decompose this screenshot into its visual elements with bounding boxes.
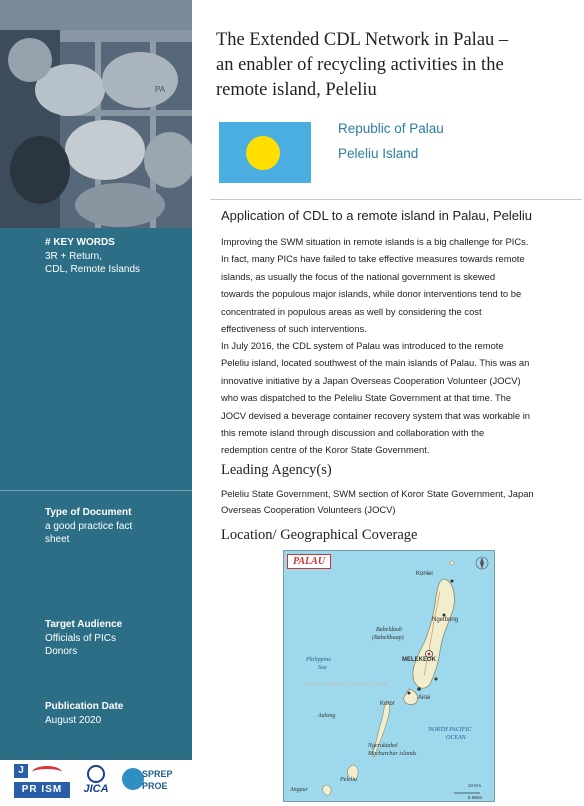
palau-map-graphic <box>284 551 495 802</box>
keywords-line-2: CDL, Remote Islands <box>45 264 141 275</box>
cover-photo-image <box>0 0 192 228</box>
leading-line: Overseas Cooperation Volunteers (JOCV) <box>221 504 396 515</box>
paragraph-1 <box>221 233 558 337</box>
map-label-pacific-2: OCEAN <box>446 735 466 741</box>
para2-line: who was dispatched to the Peleliu State Government at that time. The <box>221 392 512 404</box>
map-label-philippine: Philippine <box>306 657 331 663</box>
document-title <box>216 28 568 103</box>
para2-line: In July 2016, the CDL system of Palau was introduced to the remote <box>221 340 504 351</box>
sidebar <box>0 0 192 806</box>
para2-line: Peleliu island, located southwest of the main islands of Palau. This was an <box>221 357 530 369</box>
keywords-line-1: 3R + Return, <box>45 251 102 262</box>
palau-map <box>283 550 495 802</box>
header-divider <box>210 199 582 200</box>
map-watermark: www.mapsofworld.com <box>304 679 389 688</box>
para2-line: redemption centre of the Koror State Government. <box>221 444 430 456</box>
jica-globe-icon <box>87 765 105 783</box>
para1-line: concentrated in populous areas as well by considering the cost <box>221 305 482 317</box>
map-country-tag: PALAU <box>287 554 331 569</box>
map-label-koror: Koror <box>380 701 395 707</box>
palau-flag <box>219 122 311 183</box>
leading-line: Peleliu State Government, SWM section of Koror State Government, Japan <box>221 488 534 499</box>
map-label-peleliu: Peleliu <box>340 777 357 783</box>
location-heading: Location/ Geographical Coverage <box>221 527 418 543</box>
audience-line-2: Donors <box>45 646 78 657</box>
para1-line: In fact, many PICs have failed to take effective measures towards remote <box>221 253 525 265</box>
para2-line: innovative initiative by a Japan Overseas Cooperation Volunteer (JOCV) <box>221 374 521 386</box>
pubdate-heading: Publication Date <box>45 701 124 712</box>
doc-type-line-1: a good practice fact <box>45 521 133 532</box>
map-label-babelthuap: (Babelthuap) <box>372 635 404 641</box>
proe-logo-text: PROE <box>142 781 168 791</box>
map-label-koniei: Koniei <box>416 571 433 577</box>
jprism-logo-bottom: PR ISM <box>14 782 70 798</box>
map-label-sea: Sea <box>318 665 327 671</box>
pubdate-block <box>45 700 185 727</box>
jica-logo-text: JICA <box>83 783 109 795</box>
para1-line: islands, as usually the focus of the national government is skewed <box>221 270 496 282</box>
para1-line: effectiveness of such interventions. <box>221 323 367 335</box>
map-label-aulong: Aulong <box>318 713 336 719</box>
para1-line: towards the populous major islands, while donor interventions tend to be <box>221 288 522 300</box>
title-line-2: an enabler of recycling activities in the <box>216 55 504 75</box>
audience-heading: Target Audience <box>45 619 123 630</box>
title-line-1: The Extended CDL Network in Palau – <box>216 30 509 50</box>
map-label-melekeok: MELEKEOK <box>402 657 437 663</box>
cover-photo <box>0 0 192 228</box>
map-label-angaur: Angaur <box>290 787 308 793</box>
doc-type-line-2: sheet <box>45 534 70 545</box>
sidebar-divider <box>0 490 192 491</box>
sprep-wave-icon <box>122 768 144 790</box>
audience-block <box>45 618 185 658</box>
paragraph-2 <box>221 337 558 459</box>
svg-text:PA: PA <box>155 85 166 94</box>
map-label-airai: Airai <box>418 695 431 701</box>
leading-agency-text <box>221 486 558 518</box>
location-island: Peleliu Island <box>338 146 419 161</box>
map-scale-miles: 5 Miles <box>468 795 483 800</box>
keywords-block <box>45 236 185 276</box>
map-label-ngetbong: Ngetbong <box>432 617 459 623</box>
para2-line: JOCV devised a beverage container recovery system that was workable in <box>221 409 530 421</box>
map-scale-km: 10 Km <box>468 783 482 788</box>
jprism-bird-icon <box>32 766 62 779</box>
location-country: Republic of Palau <box>338 121 444 136</box>
jica-logo <box>78 765 114 799</box>
sprep-logo-text: SPREP <box>142 769 173 779</box>
keywords-heading: # KEY WORDS <box>45 237 115 248</box>
map-label-pacific-1: NORTH PACIFIC <box>428 727 472 733</box>
para1-line: Improving the SWM situation in remote islands is a big challenge for PICs. <box>221 236 529 247</box>
map-label-machar: Macharchar islands <box>368 751 417 757</box>
sprep-logo <box>122 765 174 799</box>
title-line-3: remote island, Peleliu <box>216 80 377 100</box>
section-heading-application: Application of CDL to a remote island in Palau, Peleliu <box>221 208 532 223</box>
audience-line-1: Officials of PICs <box>45 633 116 644</box>
pubdate-value: August 2020 <box>45 715 102 726</box>
jprism-logo-top: J <box>14 764 28 778</box>
doc-type-heading: Type of Document <box>45 507 132 518</box>
doc-type-block <box>45 506 185 546</box>
flag-sun <box>246 136 280 170</box>
para2-line: this remote island through discussion and collaboration with the <box>221 427 485 439</box>
partner-logos <box>0 760 192 806</box>
leading-agency-heading: Leading Agency(s) <box>221 462 332 478</box>
map-label-ngeruktabel: Ngeruktabel <box>368 743 398 749</box>
map-label-babeldaob: Babeldaob <box>376 627 402 633</box>
jprism-logo <box>14 764 70 800</box>
